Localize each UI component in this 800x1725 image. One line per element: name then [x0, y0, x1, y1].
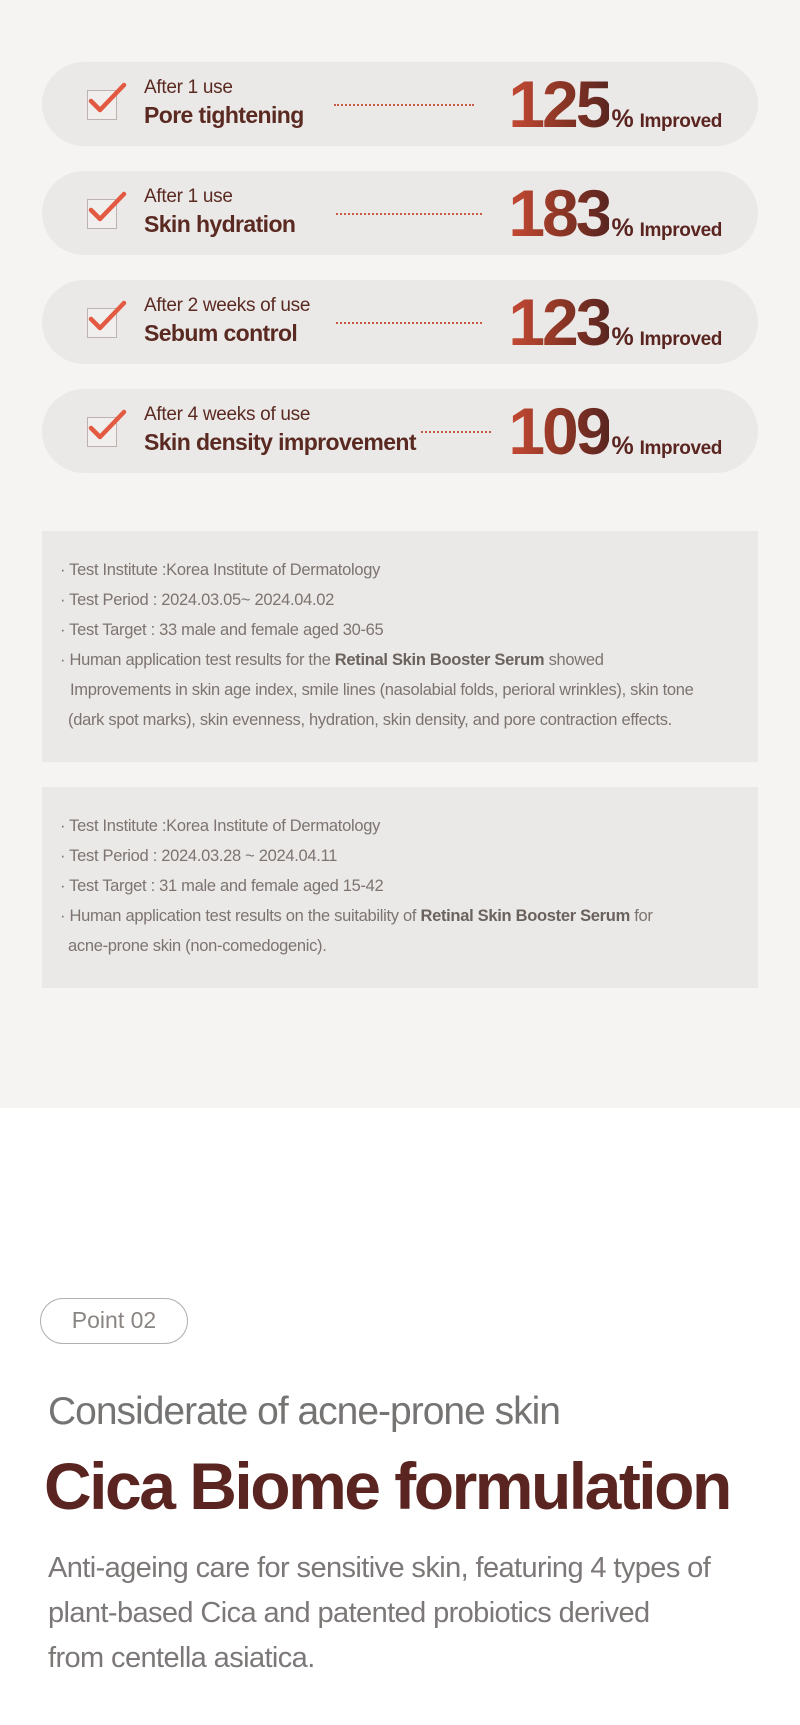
test-result-prefix: · Human application test results on the suitability of: [60, 907, 421, 925]
result-unit: %: [611, 105, 634, 133]
test-institute: · Test Institute :Korea Institute of Dermatology: [60, 561, 381, 579]
test-target: · Test Target : 33 male and female aged 30-65: [60, 621, 384, 639]
result-suffix: Improved: [639, 438, 722, 459]
checkbox-checkmark-icon: [87, 308, 117, 338]
test-period: · Test Period : 2024.03.28 ~ 2024.04.11: [60, 847, 338, 865]
result-metric: Pore tightening: [144, 102, 304, 128]
result-row-skin-density: [42, 389, 758, 473]
result-value: 123: [508, 285, 610, 359]
result-unit: %: [611, 323, 634, 351]
result-timing: After 1 use: [144, 186, 233, 207]
result-value: 109: [508, 394, 610, 468]
result-value: 183: [508, 176, 610, 250]
description-line: plant-based Cica and patented probiotics derived: [48, 1597, 650, 1629]
checkbox-checkmark-icon: [87, 417, 117, 447]
test-result: [60, 901, 758, 931]
test-info-box-1: [42, 531, 758, 762]
result-timing: After 4 weeks of use: [144, 404, 311, 425]
result-metric: Skin density improvement: [144, 429, 416, 455]
result-suffix: Improved: [639, 329, 722, 350]
test-target: · Test Target : 31 male and female aged 15-42: [60, 877, 384, 895]
result-value: 125: [508, 67, 610, 141]
product-name: Retinal Skin Booster Serum: [420, 907, 630, 925]
test-info-box-2: [42, 787, 758, 988]
dotted-leader: [421, 431, 491, 433]
dotted-leader: [334, 104, 474, 106]
checkbox-checkmark-icon: [87, 199, 117, 229]
description-line: from centella asiatica.: [48, 1642, 315, 1674]
section-subheading: Considerate of acne-prone skin: [48, 1390, 560, 1433]
test-result: [60, 645, 758, 675]
result-unit: %: [611, 214, 634, 242]
result-timing: After 2 weeks of use: [144, 295, 311, 316]
result-row-pore-tightening: [42, 62, 758, 146]
result-suffix: Improved: [639, 220, 722, 241]
result-metric: Sebum control: [144, 320, 298, 346]
test-result-line: acne-prone skin (non-comedogenic).: [68, 937, 327, 955]
result-timing: After 1 use: [144, 77, 233, 98]
result-unit: %: [611, 432, 634, 460]
test-result-line: Improvements in skin age index, smile lines (nasolabial folds, perioral wrinkles), skin tone: [70, 681, 694, 699]
description-line: Anti-ageing care for sensitive skin, featuring 4 types of: [48, 1552, 711, 1584]
result-row-skin-hydration: [42, 171, 758, 255]
point-badge: Point 02: [40, 1298, 188, 1344]
section-heading: Cica Biome formulation: [44, 1449, 730, 1523]
test-period: · Test Period : 2024.03.05~ 2024.04.02: [60, 591, 335, 609]
section-description: [48, 1546, 768, 1681]
dotted-leader: [336, 213, 482, 215]
result-suffix: Improved: [639, 111, 722, 132]
product-name: Retinal Skin Booster Serum: [334, 651, 545, 669]
checkbox-checkmark-icon: [87, 90, 117, 120]
test-result-line: (dark spot marks), skin evenness, hydration, skin density, and pore contraction effects.: [68, 711, 672, 729]
test-result-suffix: for: [629, 907, 653, 925]
result-row-sebum-control: [42, 280, 758, 364]
test-result-prefix: · Human application test results for the: [60, 651, 335, 669]
test-result-suffix: showed: [544, 651, 604, 669]
dotted-leader: [336, 322, 482, 324]
test-institute: · Test Institute :Korea Institute of Dermatology: [60, 817, 381, 835]
result-metric: Skin hydration: [144, 211, 296, 237]
